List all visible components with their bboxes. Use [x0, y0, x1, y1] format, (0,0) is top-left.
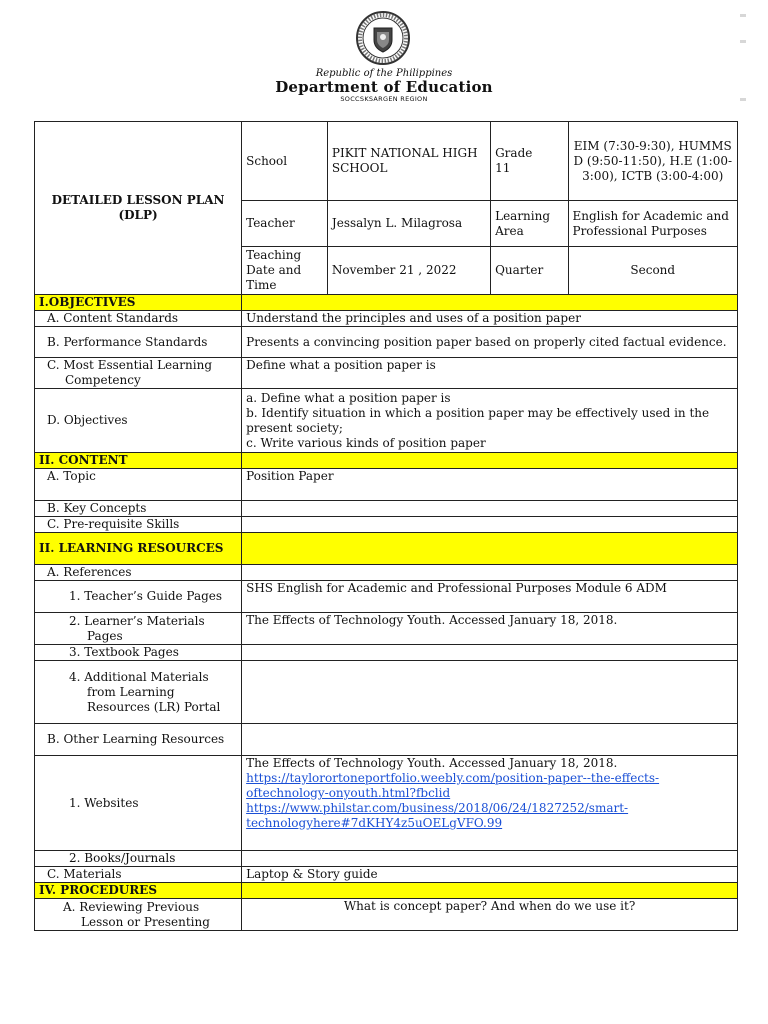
books-value — [242, 851, 738, 867]
other-resources-label — [35, 724, 242, 756]
textbook-label: 3. Textbook Pages — [35, 645, 242, 661]
references-label: A. References — [35, 565, 242, 581]
reviewing-label — [35, 899, 242, 931]
additional-materials-value — [242, 661, 738, 724]
additional-materials-label-text: 4. Additional Materials from Learning Resources (LR) Portal — [69, 669, 221, 714]
section-heading-resources — [35, 533, 242, 565]
table-row — [35, 661, 738, 724]
other-resources-label-text: B. Other Learning Resources — [47, 732, 225, 746]
competency-label — [35, 358, 242, 389]
table-row — [35, 851, 738, 867]
websites-value — [242, 756, 738, 851]
section-heading-objectives: I.OBJECTIVES — [35, 295, 242, 311]
table-row — [35, 469, 738, 501]
table-row — [35, 756, 738, 851]
school-label: School — [242, 122, 328, 201]
section-heading-fill — [242, 533, 738, 565]
performance-standards-value: Presents a convincing position paper based on properly cited factual evidence. — [242, 327, 738, 358]
topic-label: A. Topic — [35, 469, 242, 501]
prerequisite-label: C. Pre-requisite Skills — [35, 517, 242, 533]
table-row — [35, 899, 738, 931]
books-label: 2. Books/Journals — [35, 851, 242, 867]
table-row — [35, 122, 738, 201]
grade-value: 11 — [495, 161, 511, 175]
table-row — [35, 501, 738, 517]
learning-area-label: Learning Area — [491, 201, 568, 247]
website-link-philstar[interactable]: https://www.philstar.com/business/2018/06/24/1827252/smart-technologyhere#7dKHY4z5uOELgVFO.99 — [246, 801, 629, 830]
websites-text: The Effects of Technology Youth. Accessed January 18, 2018. — [246, 756, 618, 770]
table-row — [35, 581, 738, 613]
competency-value: Define what a position paper is — [242, 358, 738, 389]
table-row — [35, 883, 738, 899]
republic-text: Republic of the Philippines — [315, 68, 453, 79]
section-heading-fill — [242, 453, 738, 469]
table-row — [35, 645, 738, 661]
table-row — [35, 311, 738, 327]
schedule-value: EIM (7:30-9:30), HUMMS D (9:50-11:50), H.E (1:00-3:00), ICTB (3:00-4:00) — [568, 122, 738, 201]
table-row — [35, 295, 738, 311]
references-value — [242, 565, 738, 581]
additional-materials-label — [35, 661, 242, 724]
table-row — [35, 724, 738, 756]
performance-standards-label: B. Performance Standards — [35, 327, 242, 358]
materials-label: C. Materials — [35, 867, 242, 883]
letterhead — [0, 0, 768, 110]
section-heading-fill — [242, 295, 738, 311]
topic-value: Position Paper — [242, 469, 738, 501]
content-standards-value: Understand the principles and uses of a position paper — [242, 311, 738, 327]
reviewing-label-text: A. Reviewing Previous Lesson or Presenting — [63, 899, 210, 929]
department-name: Department of Education — [275, 78, 493, 96]
scan-mark — [740, 14, 746, 17]
website-link-taylorortone[interactable]: https://taylorortoneportfolio.weebly.com/position-paper--the-effects-oftechnology-onyouth.html?fbclid — [246, 771, 660, 800]
school-value: PIKIT NATIONAL HIGH SCHOOL — [327, 122, 490, 201]
deped-seal-icon — [355, 10, 411, 66]
table-row — [35, 517, 738, 533]
section-heading-content: II. CONTENT — [35, 453, 242, 469]
teaching-date-value: November 21 , 2022 — [327, 247, 490, 295]
table-row — [35, 613, 738, 645]
objective-b: b. Identify situation in which a position paper may be effectively used in the present society; — [246, 405, 710, 435]
table-row — [35, 358, 738, 389]
learners-materials-label-text: 2. Learner’s Materials Pages — [69, 613, 205, 643]
grade-cell — [491, 122, 568, 201]
table-row — [35, 327, 738, 358]
section-heading-procedures: IV. PROCEDURES — [35, 883, 242, 899]
teachers-guide-value: SHS English for Academic and Professional Purposes Module 6 ADM — [242, 581, 738, 613]
learning-area-value: English for Academic and Professional Purposes — [568, 201, 738, 247]
content-standards-label: A. Content Standards — [35, 311, 242, 327]
lesson-plan-table — [34, 121, 738, 931]
textbook-value — [242, 645, 738, 661]
scan-mark — [740, 98, 746, 101]
reviewing-value: What is concept paper? And when do we use it? — [242, 899, 738, 931]
other-resources-value — [242, 724, 738, 756]
key-concepts-value — [242, 501, 738, 517]
table-row — [35, 565, 738, 581]
prerequisite-value — [242, 517, 738, 533]
quarter-value: Second — [568, 247, 738, 295]
table-row — [35, 389, 738, 453]
grade-label: Grade — [495, 146, 533, 160]
teachers-guide-label-text: 1. Teacher’s Guide Pages — [69, 589, 223, 603]
objective-a: a. Define what a position paper is — [246, 390, 451, 405]
objectives-label: D. Objectives — [35, 389, 242, 453]
resources-heading-text: II. LEARNING RESOURCES — [39, 541, 224, 555]
objective-c: c. Write various kinds of position paper — [246, 435, 486, 450]
learners-materials-label — [35, 613, 242, 645]
learners-materials-value: The Effects of Technology Youth. Accessed January 18, 2018. — [242, 613, 738, 645]
region-name: SOCCSKSARGEN REGION — [340, 95, 428, 103]
materials-value: Laptop & Story guide — [242, 867, 738, 883]
table-row — [35, 867, 738, 883]
key-concepts-label: B. Key Concepts — [35, 501, 242, 517]
table-row — [35, 533, 738, 565]
websites-label: 1. Websites — [35, 756, 242, 851]
teacher-label: Teacher — [242, 201, 328, 247]
teacher-value: Jessalyn L. Milagrosa — [327, 201, 490, 247]
teachers-guide-label — [35, 581, 242, 613]
competency-label-text: C. Most Essential Learning Competency — [47, 358, 212, 387]
objectives-value — [242, 389, 738, 453]
table-row — [35, 453, 738, 469]
dlp-title: DETAILED LESSON PLAN (DLP) — [35, 122, 242, 295]
scan-mark — [740, 40, 746, 43]
section-heading-fill — [242, 883, 738, 899]
teaching-date-label: Teaching Date and Time — [242, 247, 328, 295]
quarter-label: Quarter — [491, 247, 568, 295]
